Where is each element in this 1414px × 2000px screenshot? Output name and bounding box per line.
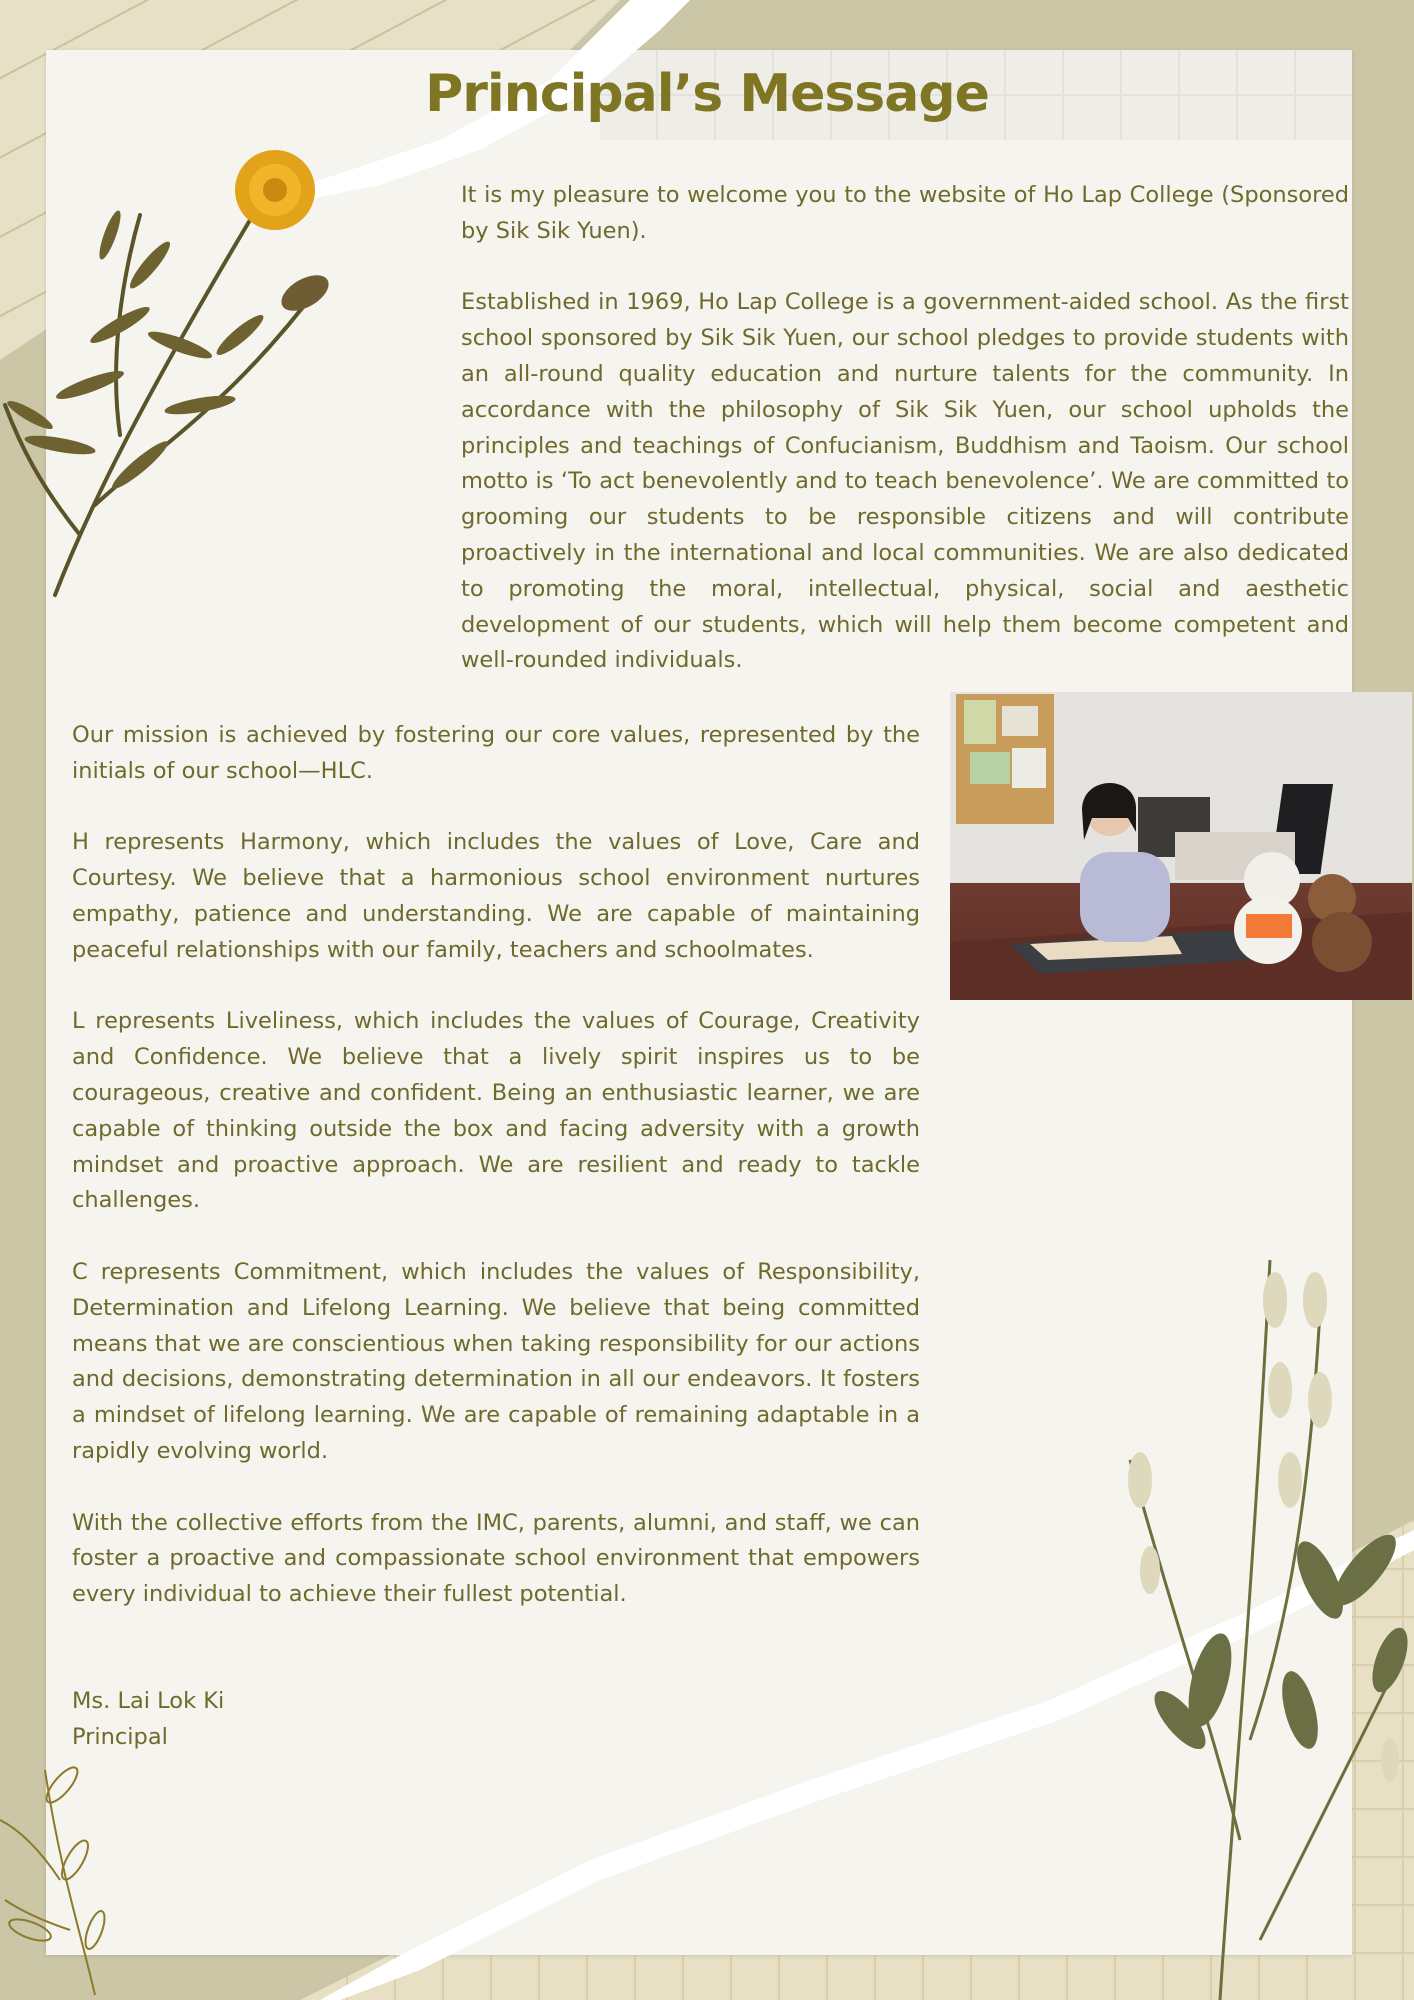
collective-efforts-paragraph: With the collective efforts from the IMC, parents, alumni, and staff, we can foster a proactive and compassionate school environment that empowers every individual to achieve their fullest potential. bbox=[72, 1509, 920, 1608]
liveliness-paragraph: L represents Liveliness, which includes the values of Courage, Creativity and Confidence. We believe that a lively spirit inspires us to be courageous, creative and confident. Being an enthusiastic learner, we are capable of thinking outside the box and facing adversity with a growth mindset and proactive approach. We are resilient and ready to tackle challenges. bbox=[72, 1008, 920, 1214]
intro-section bbox=[461, 178, 1349, 679]
commitment-paragraph: C represents Commitment, which includes the values of Responsibility, Determination and Lifelong Learning. We believe that being committed means that we are conscientious when taking responsibility for our actions and decisions, demonstrating determination in all our endeavors. It fosters a mindset of lifelong learning. We are capable of remaining adaptable in a rapidly evolving world. bbox=[72, 1258, 920, 1464]
harmony-paragraph: H represents Harmony, which includes the values of Love, Care and Courtesy. We believe that a harmonious school environment nurtures empathy, patience and understanding. We are capable of maintaining peaceful relationships with our family, teachers and schoolmates. bbox=[72, 829, 920, 963]
signature-block bbox=[72, 1684, 224, 1756]
mission-paragraph: Our mission is achieved by fostering our core values, represented by the initials of our school—HLC. bbox=[72, 722, 920, 784]
intro-paragraph-welcome: It is my pleasure to welcome you to the website of Ho Lap College (Sponsored by Sik Sik Yuen). bbox=[461, 182, 1349, 244]
wildflower-illustration bbox=[1090, 1240, 1414, 2000]
principal-role: Principal bbox=[72, 1723, 168, 1750]
intro-paragraph-history: Established in 1969, Ho Lap College is a government-aided school. As the first school sponsored by Sik Sik Yuen, our school pledges to provide students with an all-round quality education and nurture talents for the community. In accordance with the philosophy of Sik Sik Yuen, our school upholds the principles and teachings of Confucianism, Buddhism and Taoism. Our school motto is ‘To act benevolently and to teach benevolence’. We are committed to grooming our students to be responsible citizens and will contribute proactively in the international and local communities. We are also dedicated to promoting the moral, intellectual, physical, social and aesthetic development of our students, which will help them become competent and well-rounded individuals. bbox=[461, 289, 1349, 674]
sprig-illustration bbox=[0, 1730, 130, 2000]
main-section bbox=[72, 718, 920, 1613]
marigold-illustration bbox=[0, 105, 340, 605]
principal-name: Ms. Lai Lok Ki bbox=[72, 1688, 225, 1714]
page-title: Principal’s Message bbox=[425, 64, 989, 124]
principal-photo bbox=[950, 692, 1412, 1000]
